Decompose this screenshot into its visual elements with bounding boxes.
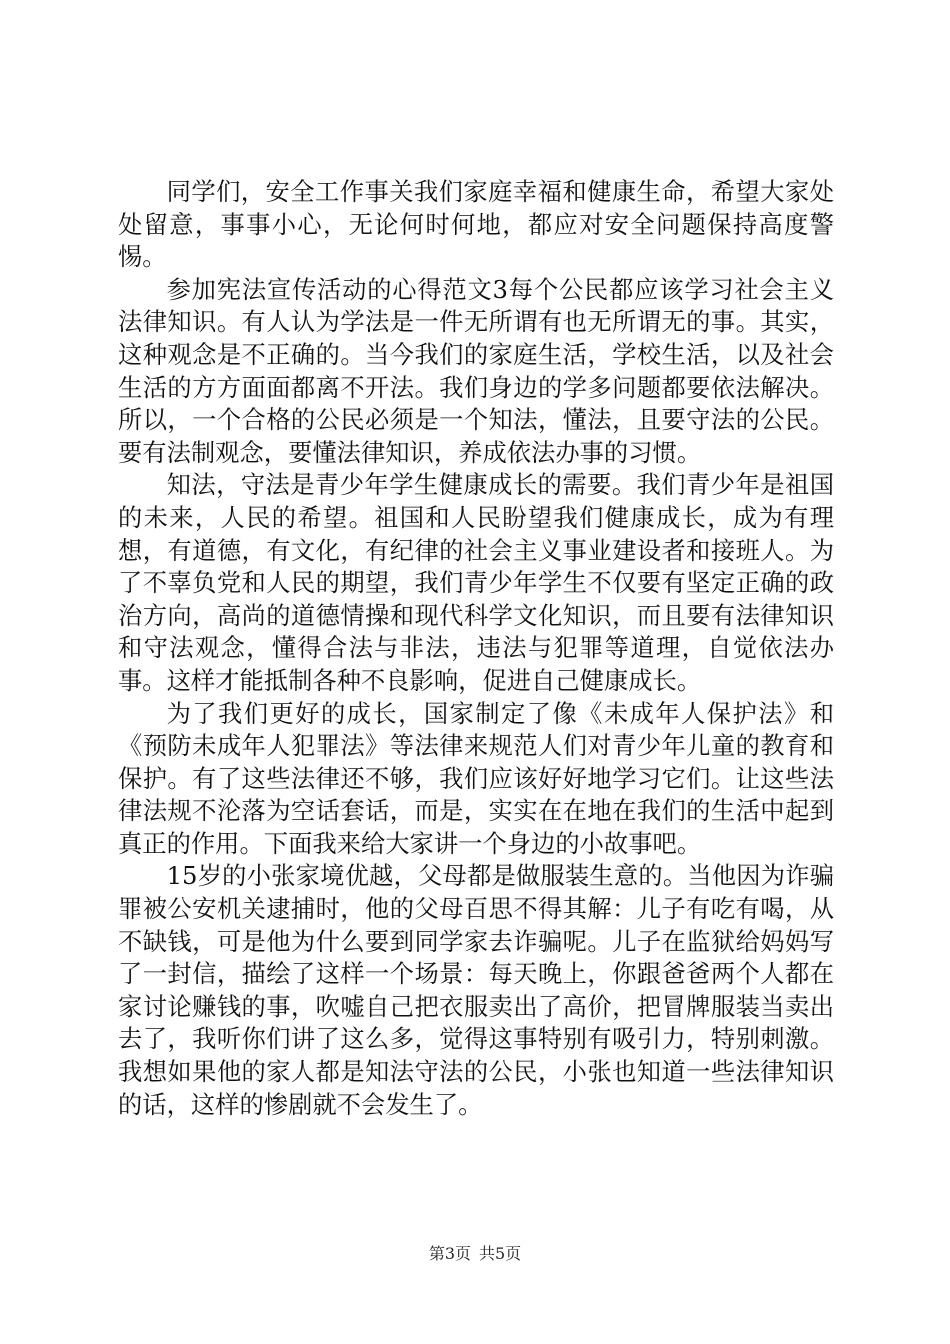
page-number: 第3页 <box>428 1244 471 1263</box>
paragraph-story: 15岁的小张家境优越，父母都是做服装生意的。当他因为诈骗罪被公安机关逮捕时，他的父母百思不得其解：儿子有吃有喝，从不缺钱，可是他为什么要到同学家去诈骗呢。儿子在监狱给妈妈写了一封信，描绘了这样一个场景：每天晚上，你跟爸爸两个人都在家讨论赚钱的事，吹嘘自己把衣服卖出了高价，把冒牌服装当卖出去了，我听你们讲了这么多，觉得这事特别有吸引力，特别刺激。我想如果他的家人都是知法守法的公民，小张也知道一些法律知识的话，这样的惨剧就不会发生了。 <box>118 861 834 1119</box>
page-footer <box>0 1243 950 1265</box>
paragraph-safety: 同学们，安全工作事关我们家庭幸福和健康生命，希望大家处处留意，事事小心，无论何时何地，都应对安全问题保持高度警惕。 <box>118 177 834 272</box>
page-total: 共5页 <box>479 1244 522 1263</box>
paragraph-constitution-essay: 参加宪法宣传活动的心得范文3每个公民都应该学习社会主义法律知识。有人认为学法是一件无所谓有也无所谓无的事。其实，这种观念是不正确的。当今我们的家庭生活，学校生活，以及社会生活的方方面面都离不开法。我们身边的学多问题都要依法解决。所以，一个合格的公民必须是一个知法，懂法，且要守法的公民。要有法制观念，要懂法律知识，养成依法办事的习惯。 <box>118 274 834 467</box>
paragraph-youth-growth: 知法，守法是青少年学生健康成长的需要。我们青少年是祖国的未来，人民的希望。祖国和人民盼望我们健康成长，成为有理想，有道德，有文化，有纪律的社会主义事业建设者和接班人。为了不辜负党和人民的期望，我们青少年学生不仅要有坚定正确的政治方向，高尚的道德情操和现代科学文化知识，而且要有法律知识和守法观念，懂得合法与非法，违法与犯罪等道理，自觉依法办事。这样才能抵制各种不良影响，促进自己健康成长。 <box>118 470 834 695</box>
document-body <box>118 176 834 1121</box>
paragraph-protection-laws: 为了我们更好的成长，国家制定了像《未成年人保护法》和《预防未成年人犯罪法》等法律来规范人们对青少年儿童的教育和保护。有了这些法律还不够，我们应该好好地学习它们。让这些法律法规不沦落为空话套话，而是，实实在在地在我们的生活中起到真正的作用。下面我来给大家讲一个身边的小故事吧。 <box>118 698 834 858</box>
